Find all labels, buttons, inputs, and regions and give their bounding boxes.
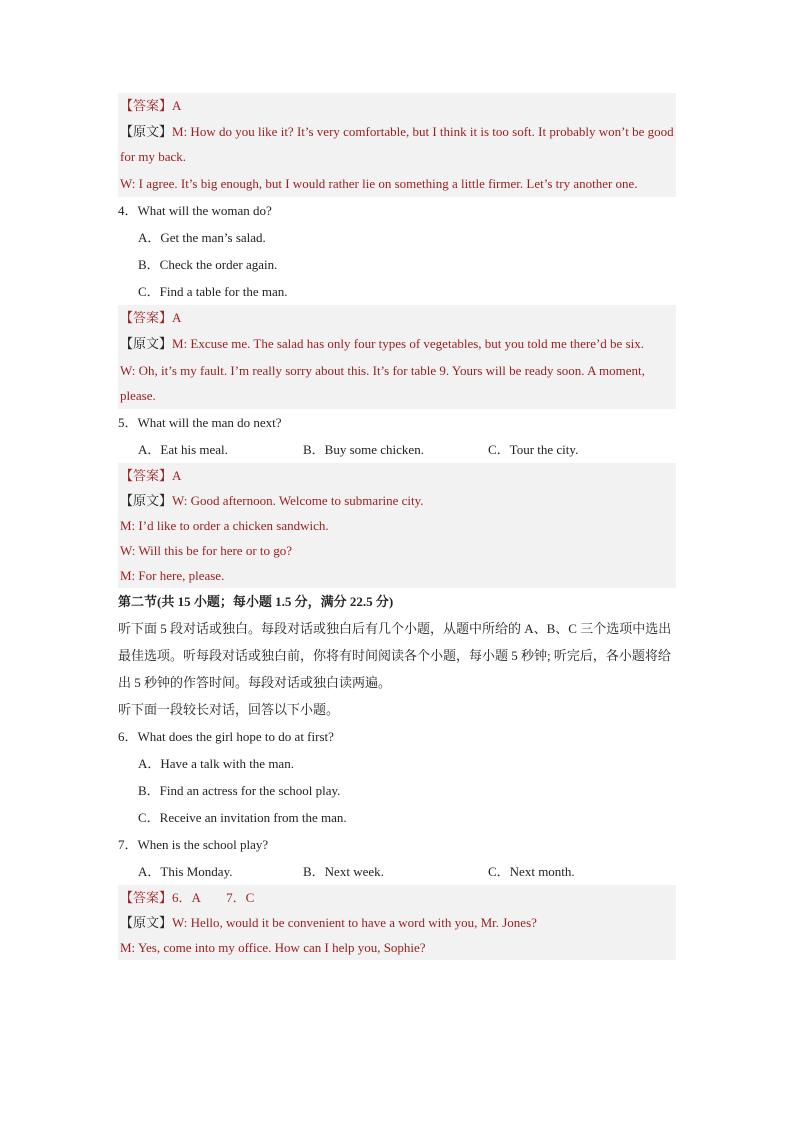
answer-label: 【答案】 <box>120 890 173 905</box>
answer-line <box>118 305 676 330</box>
transcript-label: 【原文】 <box>120 124 173 139</box>
answer-value: A <box>172 98 182 113</box>
transcript-text: W: Good afternoon. Welcome to submarine city. <box>172 493 424 508</box>
options-7 <box>118 858 676 885</box>
transcript-line: M: Yes, come into my office. How can I help you, Sophie? <box>120 940 426 955</box>
question-4: 4．What will the woman do? <box>118 203 272 218</box>
transcript-text: W: Hello, would it be convenient to have a word with you, Mr. Jones? <box>172 915 537 930</box>
option-5c: C．Tour the city. <box>488 442 579 457</box>
answer-label: 【答案】 <box>120 468 173 483</box>
option-5a: A．Eat his meal. <box>138 442 228 457</box>
transcript-label: 【原文】 <box>120 915 173 930</box>
transcript-line: W: Oh, it’s my fault. I’m really sorry about this. It’s for table 9. Yours will be ready soon. A moment, please. <box>120 363 645 403</box>
answer-label: 【答案】 <box>120 310 173 325</box>
answer-line <box>118 463 676 488</box>
document-content <box>118 93 676 960</box>
answer-block-5 <box>118 463 676 588</box>
transcript-line: M: I’d like to order a chicken sandwich. <box>120 518 329 533</box>
question-7: 7．When is the school play? <box>118 837 269 852</box>
transcript-line <box>118 488 676 513</box>
question-5: 5．What will the man do next? <box>118 415 282 430</box>
answer-value: A <box>172 468 182 483</box>
transcript-line: W: Will this be for here or to go? <box>120 543 293 558</box>
answer-line <box>118 885 676 910</box>
answer-line <box>118 93 676 118</box>
answer-block-3 <box>118 93 676 197</box>
transcript-text: M: Excuse me. The salad has only four types of vegetables, but you told me there’d be six. <box>172 336 644 351</box>
option-4c: C．Find a table for the man. <box>138 284 288 299</box>
transcript-line <box>118 330 676 357</box>
options-5 <box>118 436 676 463</box>
answer-block-6-7 <box>118 885 676 960</box>
answer-label: 【答案】 <box>120 98 173 113</box>
answer-value: 6．A 7．C <box>172 890 255 905</box>
option-4a: A．Get the man’s salad. <box>138 230 266 245</box>
option-6b: B．Find an actress for the school play. <box>138 783 341 798</box>
option-7a: A．This Monday. <box>138 864 233 879</box>
option-4b: B．Check the order again. <box>138 257 278 272</box>
answer-value: A <box>172 310 182 325</box>
transcript-line <box>118 118 676 170</box>
transcript-label: 【原文】 <box>120 336 173 351</box>
option-6c: C．Receive an invitation from the man. <box>138 810 347 825</box>
question-6: 6．What does the girl hope to do at first? <box>118 729 334 744</box>
transcript-line: W: I agree. It’s big enough, but I would rather lie on something a little firmer. Let’s try another one. <box>120 176 638 191</box>
section-heading: 第二节(共 15 小题；每小题 1.5 分，满分 22.5 分) <box>118 594 394 609</box>
transcript-text: M: How do you like it? It’s very comfortable, but I think it is too soft. It probably won’t be good for my back. <box>120 124 674 164</box>
option-6a: A．Have a talk with the man. <box>138 756 294 771</box>
answer-block-4 <box>118 305 676 409</box>
option-7b: B．Next week. <box>303 864 384 879</box>
sub-instruction: 听下面一段较长对话，回答以下小题。 <box>118 702 340 717</box>
transcript-label: 【原文】 <box>120 493 173 508</box>
option-7c: C．Next month. <box>488 864 575 879</box>
section-instructions: 听下面 5 段对话或独白。每段对话或独白后有几个小题，从题中所给的 A、B、C 三个选项中选出最佳选项。听每段对话或独白前，你将有时间阅读各个小题，每小题 5 秒钟; 听完后，各小题将给出 5 秒钟的作答时间。每段对话或独白读两遍。 <box>118 621 672 690</box>
option-5b: B．Buy some chicken. <box>303 442 424 457</box>
transcript-line: M: For here, please. <box>120 568 225 583</box>
transcript-line <box>118 910 676 935</box>
